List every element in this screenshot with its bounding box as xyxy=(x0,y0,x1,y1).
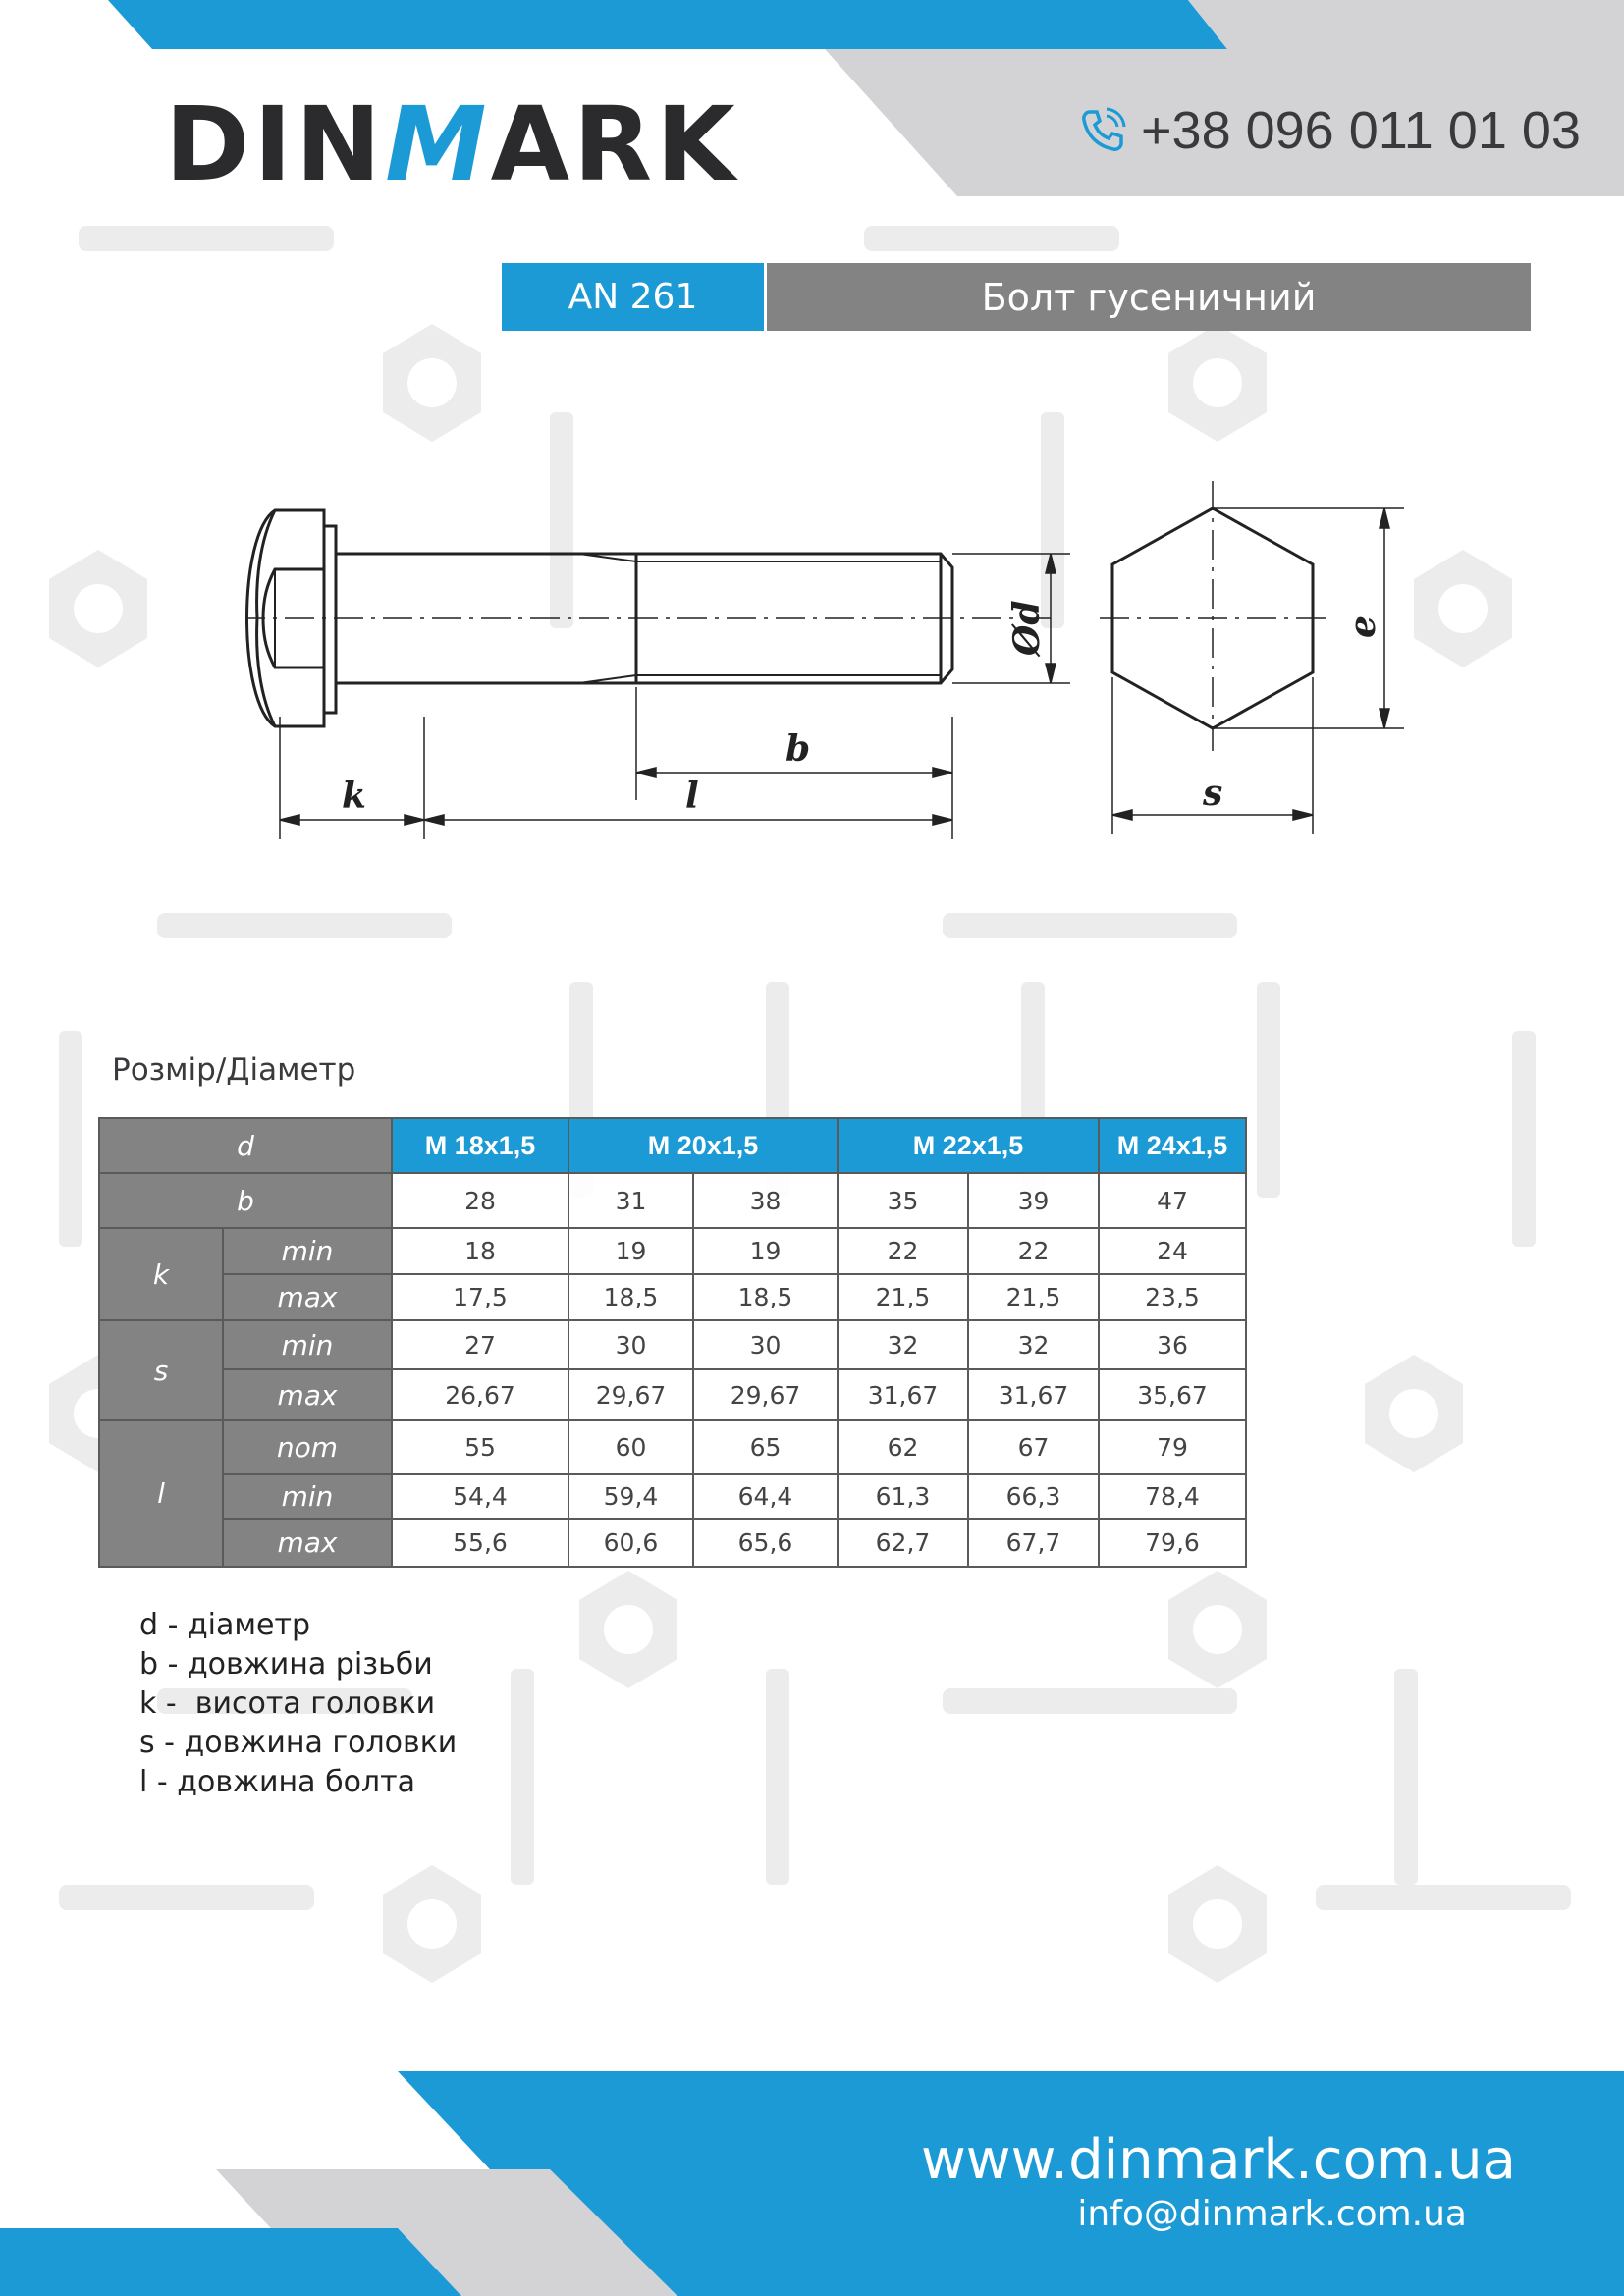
d-header: d xyxy=(99,1118,392,1173)
dinmark-logo: DINMARK xyxy=(165,84,739,204)
table-cell: 32 xyxy=(968,1320,1099,1369)
screw-icon xyxy=(943,1688,1237,1714)
table-cell: 54,4 xyxy=(392,1474,568,1519)
bolt-icon xyxy=(59,1031,82,1247)
table-cell: 22 xyxy=(968,1228,1099,1274)
table-cell: 78,4 xyxy=(1099,1474,1246,1519)
table-cell: 30 xyxy=(568,1320,693,1369)
screw-icon xyxy=(79,226,334,251)
table-cell: 64,4 xyxy=(693,1474,838,1519)
table-row xyxy=(99,1118,1246,1173)
legend-item: k - висота головки xyxy=(139,1686,436,1721)
table-cell: 26,67 xyxy=(392,1369,568,1420)
table-cell: 18 xyxy=(392,1228,568,1274)
nut-icon xyxy=(383,324,481,442)
table-cell: 23,5 xyxy=(1099,1274,1246,1320)
l-max-label: max xyxy=(223,1519,392,1567)
table-cell: 36 xyxy=(1099,1320,1246,1369)
table-cell: 39 xyxy=(968,1173,1099,1228)
nut-icon xyxy=(383,1865,481,1983)
bolt-icon xyxy=(1394,1669,1418,1885)
screw-icon xyxy=(1316,1885,1571,1910)
dim-label-b: b xyxy=(785,728,811,770)
table-cell: 47 xyxy=(1099,1173,1246,1228)
table-cell: 55,6 xyxy=(392,1519,568,1567)
table-cell: 17,5 xyxy=(392,1274,568,1320)
table-cell: 79 xyxy=(1099,1420,1246,1474)
screw-icon xyxy=(157,913,452,938)
l-nom-label: nom xyxy=(223,1420,392,1474)
size-header: M 18x1,5 xyxy=(392,1118,568,1173)
table-cell: 18,5 xyxy=(693,1274,838,1320)
table-cell: 60 xyxy=(568,1420,693,1474)
b-header: b xyxy=(99,1173,392,1228)
table-row xyxy=(99,1274,1246,1320)
table-row xyxy=(99,1474,1246,1519)
table-cell: 35,67 xyxy=(1099,1369,1246,1420)
table-cell: 19 xyxy=(693,1228,838,1274)
spec-table xyxy=(98,1117,1247,1568)
table-cell: 19 xyxy=(568,1228,693,1274)
dim-label-s: s xyxy=(1203,773,1223,814)
k-max-label: max xyxy=(223,1274,392,1320)
legend xyxy=(139,1606,457,1802)
table-cell: 24 xyxy=(1099,1228,1246,1274)
table-cell: 66,3 xyxy=(968,1474,1099,1519)
table-cell: 31,67 xyxy=(968,1369,1099,1420)
table-row xyxy=(99,1369,1246,1420)
screw-icon xyxy=(943,913,1237,938)
table-cell: 21,5 xyxy=(838,1274,968,1320)
l-min-label: min xyxy=(223,1474,392,1519)
table-cell: 29,67 xyxy=(568,1369,693,1420)
table-cell: 31,67 xyxy=(838,1369,968,1420)
table-caption: Розмір/Діаметр xyxy=(112,1052,356,1088)
size-header: M 22x1,5 xyxy=(838,1118,1099,1173)
dim-label-k: k xyxy=(342,775,366,817)
table-cell: 67 xyxy=(968,1420,1099,1474)
legend-item: b - довжина різьби xyxy=(139,1647,433,1682)
legend-item: d - діаметр xyxy=(139,1608,311,1642)
bolt-icon xyxy=(1257,982,1280,1198)
table-row xyxy=(99,1173,1246,1228)
table-cell: 65,6 xyxy=(693,1519,838,1567)
screw-icon xyxy=(864,226,1119,251)
nut-icon xyxy=(1168,1571,1267,1688)
table-cell: 67,7 xyxy=(968,1519,1099,1567)
size-header: M 24x1,5 xyxy=(1099,1118,1246,1173)
table-cell: 62 xyxy=(838,1420,968,1474)
s-min-label: min xyxy=(223,1320,392,1369)
table-cell: 35 xyxy=(838,1173,968,1228)
table-cell: 18,5 xyxy=(568,1274,693,1320)
table-cell: 31 xyxy=(568,1173,693,1228)
table-cell: 59,4 xyxy=(568,1474,693,1519)
table-cell: 28 xyxy=(392,1173,568,1228)
dim-label-l: l xyxy=(685,775,699,817)
screw-icon xyxy=(59,1885,314,1910)
s-header: s xyxy=(99,1320,223,1420)
table-row xyxy=(99,1420,1246,1474)
table-cell: 61,3 xyxy=(838,1474,968,1519)
bolt-icon xyxy=(511,1669,534,1885)
table-cell: 32 xyxy=(838,1320,968,1369)
nut-icon xyxy=(579,1571,677,1688)
product-code: AN 261 xyxy=(502,263,764,331)
l-header: l xyxy=(99,1420,223,1567)
email-link[interactable]: info@dinmark.com.ua xyxy=(1077,2194,1467,2234)
s-max-label: max xyxy=(223,1369,392,1420)
dim-label-d: Ød xyxy=(1006,600,1048,656)
k-min-label: min xyxy=(223,1228,392,1274)
nut-icon xyxy=(1168,324,1267,442)
table-cell: 27 xyxy=(392,1320,568,1369)
table-cell: 30 xyxy=(693,1320,838,1369)
table-cell: 29,67 xyxy=(693,1369,838,1420)
nut-icon xyxy=(1414,550,1512,667)
dim-label-e: e xyxy=(1342,615,1383,638)
bolt-drawing xyxy=(245,471,1424,854)
table-cell: 22 xyxy=(838,1228,968,1274)
table-cell: 38 xyxy=(693,1173,838,1228)
website-link[interactable]: www.dinmark.com.ua xyxy=(921,2128,1516,2192)
table-cell: 62,7 xyxy=(838,1519,968,1567)
table-cell: 60,6 xyxy=(568,1519,693,1567)
nut-icon xyxy=(1168,1865,1267,1983)
legend-item: l - довжина болта xyxy=(139,1765,415,1799)
table-row xyxy=(99,1228,1246,1274)
table-cell: 79,6 xyxy=(1099,1519,1246,1567)
phone-icon xyxy=(1078,106,1127,155)
k-header: k xyxy=(99,1228,223,1320)
phone-contact[interactable] xyxy=(1078,100,1581,161)
product-name: Болт гусеничний xyxy=(767,263,1531,331)
nut-icon xyxy=(1365,1355,1463,1472)
table-row xyxy=(99,1519,1246,1567)
table-cell: 21,5 xyxy=(968,1274,1099,1320)
nut-icon xyxy=(49,550,147,667)
table-cell: 65 xyxy=(693,1420,838,1474)
legend-item: s - довжина головки xyxy=(139,1726,458,1760)
bolt-icon xyxy=(766,1669,789,1885)
table-row xyxy=(99,1320,1246,1369)
bolt-icon xyxy=(1512,1031,1536,1247)
phone-number: +38 096 011 01 03 xyxy=(1141,101,1581,160)
size-header: M 20x1,5 xyxy=(568,1118,838,1173)
table-cell: 55 xyxy=(392,1420,568,1474)
